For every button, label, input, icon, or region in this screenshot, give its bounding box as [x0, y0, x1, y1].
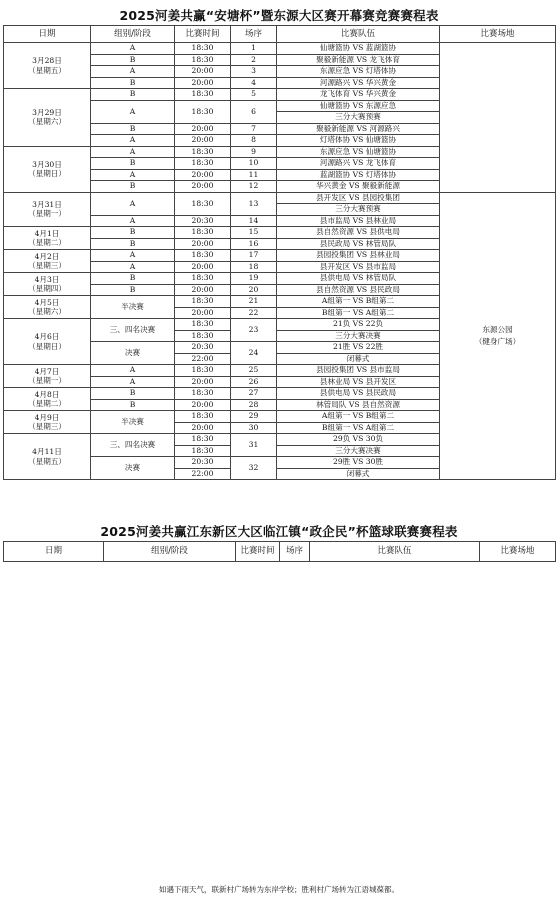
match-time: 20:00 — [175, 261, 231, 273]
group-label: B — [91, 238, 175, 250]
match-time: 20:30 — [175, 215, 231, 227]
group-label: A — [91, 43, 175, 55]
match-teams: 县供电局 VS 县民政局 — [277, 388, 440, 400]
match-teams: 华兴黄金 VS 聚毅新能源 — [277, 181, 440, 193]
stage-label: 半决赛 — [91, 411, 175, 434]
match-order: 30 — [231, 422, 277, 434]
match-teams: 县园投集团 VS 县林业局 — [277, 250, 440, 262]
match-teams: 县开发区 VS 县市监局 — [277, 261, 440, 273]
match-teams: 县园投集团 VS 县市监局 — [277, 365, 440, 377]
match-teams: A组第一 VS B组第二 — [277, 296, 440, 308]
group-label: B — [91, 388, 175, 400]
match-time: 18:30 — [175, 100, 231, 123]
match-order: 17 — [231, 250, 277, 262]
header-group: 组别/阶段 — [104, 542, 236, 562]
match-teams: 县民政局 VS 林管局队 — [277, 238, 440, 250]
match-time: 20:00 — [175, 422, 231, 434]
match-teams: 29负 VS 30负 — [277, 434, 440, 446]
match-time: 18:30 — [175, 388, 231, 400]
match-order: 26 — [231, 376, 277, 388]
match-order: 5 — [231, 89, 277, 101]
match-order: 9 — [231, 146, 277, 158]
match-date: 3月31日 （星期一） — [4, 192, 91, 227]
group-label: A — [91, 100, 175, 123]
rain-note: 如遇下雨天气，联新村广场转为东岸学校；胜利村广场转为江语城葆都。 — [159, 885, 399, 894]
match-teams: 林管局队 VS 县自然资源 — [277, 399, 440, 411]
venue-blank — [440, 43, 556, 193]
match-order: 14 — [231, 215, 277, 227]
header-time: 比赛时间 — [175, 26, 231, 43]
header-date: 日期 — [4, 26, 91, 43]
table1-body — [4, 43, 556, 480]
match-order: 8 — [231, 135, 277, 147]
match-teams: 三分大赛预赛 — [277, 204, 440, 216]
match-teams: 县市监局 VS 县林业局 — [277, 215, 440, 227]
match-time: 20:00 — [175, 284, 231, 296]
match-teams: 三分大赛决赛 — [277, 445, 440, 457]
match-date: 3月30日 （星期日） — [4, 146, 91, 192]
match-date: 4月9日 （星期三） — [4, 411, 91, 434]
table1-header-row — [4, 26, 556, 43]
match-teams: 县供电局 VS 林管局队 — [277, 273, 440, 285]
match-order: 25 — [231, 365, 277, 377]
match-time: 20:00 — [175, 135, 231, 147]
match-time: 20:00 — [175, 238, 231, 250]
match-order: 32 — [231, 457, 277, 480]
group-label: B — [91, 77, 175, 89]
match-time: 18:30 — [175, 158, 231, 170]
match-teams: 三分大赛预赛 — [277, 112, 440, 124]
match-time: 18:30 — [175, 296, 231, 308]
match-time: 20:00 — [175, 169, 231, 181]
match-order: 19 — [231, 273, 277, 285]
match-teams: 仙塘篮协 VS 东源应急 — [277, 100, 440, 112]
match-teams: 蓝湖篮协 VS 灯塔体协 — [277, 169, 440, 181]
match-time: 20:00 — [175, 376, 231, 388]
match-date: 3月29日 （星期六） — [4, 89, 91, 147]
header-group: 组别/阶段 — [91, 26, 175, 43]
match-teams: 县开发区 VS 县园投集团 — [277, 192, 440, 204]
match-teams: 21胜 VS 22胜 — [277, 342, 440, 354]
match-order: 1 — [231, 43, 277, 55]
match-order: 4 — [231, 77, 277, 89]
match-time: 18:30 — [175, 89, 231, 101]
group-label: B — [91, 54, 175, 66]
header-teams: 比赛队伍 — [277, 26, 440, 43]
schedule-row — [4, 43, 556, 55]
match-teams: 29胜 VS 30胜 — [277, 457, 440, 469]
match-date: 4月1日 （星期二） — [4, 227, 91, 250]
match-time: 20:00 — [175, 66, 231, 78]
match-teams: 闭幕式 — [277, 468, 440, 480]
group-label: A — [91, 250, 175, 262]
match-date: 4月3日 （星期四） — [4, 273, 91, 296]
match-order: 31 — [231, 434, 277, 457]
match-time: 20:00 — [175, 77, 231, 89]
match-time: 18:30 — [175, 434, 231, 446]
match-time: 20:00 — [175, 123, 231, 135]
match-date: 4月11日 （星期五） — [4, 434, 91, 480]
match-order: 23 — [231, 319, 277, 342]
match-time: 18:30 — [175, 411, 231, 423]
match-order: 2 — [231, 54, 277, 66]
match-teams: 仙塘篮协 VS 蓝湖篮协 — [277, 43, 440, 55]
match-order: 18 — [231, 261, 277, 273]
group-label: A — [91, 135, 175, 147]
match-time: 18:30 — [175, 192, 231, 215]
match-date: 4月2日 （星期三） — [4, 250, 91, 273]
header-time: 比赛时间 — [236, 542, 280, 562]
group-label: B — [91, 89, 175, 101]
match-teams: 县自然资源 VS 县供电局 — [277, 227, 440, 239]
match-order: 28 — [231, 399, 277, 411]
table2-header-row — [4, 542, 556, 562]
stage-label: 决赛 — [91, 342, 175, 365]
match-date: 3月28日 （星期五） — [4, 43, 91, 89]
match-teams: 聚毅新能源 VS 河源路兴 — [277, 123, 440, 135]
table2-schedule — [3, 541, 556, 562]
match-time: 18:30 — [175, 227, 231, 239]
stage-label: 半决赛 — [91, 296, 175, 319]
table1-title: 2025河姜共赢“安塘杯”暨东源大区赛开幕赛竞赛赛程表 — [119, 8, 439, 23]
match-time: 20:00 — [175, 399, 231, 411]
group-label: A — [91, 261, 175, 273]
header-venue: 比赛场地 — [480, 542, 556, 562]
stage-label: 三、四名决赛 — [91, 319, 175, 342]
match-time: 20:30 — [175, 342, 231, 354]
match-teams: 河源路兴 VS 华兴黄金 — [277, 77, 440, 89]
match-order: 11 — [231, 169, 277, 181]
match-time: 20:30 — [175, 457, 231, 469]
match-teams: 三分大赛决赛 — [277, 330, 440, 342]
match-order: 16 — [231, 238, 277, 250]
match-order: 21 — [231, 296, 277, 308]
match-date: 4月7日 （星期一） — [4, 365, 91, 388]
match-date: 4月6日 （星期日） — [4, 319, 91, 365]
match-teams: 河源路兴 VS 龙飞体育 — [277, 158, 440, 170]
group-label: B — [91, 181, 175, 193]
match-teams: 东源应急 VS 仙塘篮协 — [277, 146, 440, 158]
stage-label: 三、四名决赛 — [91, 434, 175, 457]
match-time: 20:00 — [175, 181, 231, 193]
match-order: 10 — [231, 158, 277, 170]
match-time: 18:30 — [175, 54, 231, 66]
header-order: 场序 — [231, 26, 277, 43]
match-date: 4月8日 （星期二） — [4, 388, 91, 411]
group-label: B — [91, 123, 175, 135]
match-teams: 闭幕式 — [277, 353, 440, 365]
schedule-row — [4, 192, 556, 204]
match-teams: B组第一 VS A组第二 — [277, 422, 440, 434]
match-time: 18:30 — [175, 319, 231, 331]
match-time: 18:30 — [175, 146, 231, 158]
group-label: B — [91, 227, 175, 239]
match-time: 18:30 — [175, 43, 231, 55]
header-venue: 比赛场地 — [440, 26, 556, 43]
group-label: A — [91, 365, 175, 377]
table2-title: 2025河姜共赢江东新区大区临江镇“政企民”杯篮球联赛赛程表 — [100, 524, 458, 539]
group-label: B — [91, 284, 175, 296]
match-time: 18:30 — [175, 365, 231, 377]
match-time: 22:00 — [175, 468, 231, 480]
group-label: A — [91, 376, 175, 388]
header-date: 日期 — [4, 542, 104, 562]
group-label: B — [91, 273, 175, 285]
match-teams: 聚毅新能源 VS 龙飞体育 — [277, 54, 440, 66]
match-order: 15 — [231, 227, 277, 239]
match-order: 3 — [231, 66, 277, 78]
match-order: 29 — [231, 411, 277, 423]
match-teams: 县自然资源 VS 县民政局 — [277, 284, 440, 296]
match-teams: 21负 VS 22负 — [277, 319, 440, 331]
group-label: B — [91, 158, 175, 170]
header-teams: 比赛队伍 — [310, 542, 480, 562]
match-time: 18:30 — [175, 250, 231, 262]
match-teams: 灯塔体协 VS 仙塘篮协 — [277, 135, 440, 147]
header-order: 场序 — [280, 542, 310, 562]
match-order: 27 — [231, 388, 277, 400]
group-label: A — [91, 169, 175, 181]
match-date: 4月5日 （星期六） — [4, 296, 91, 319]
match-order: 24 — [231, 342, 277, 365]
group-label: A — [91, 215, 175, 227]
match-teams: 县林业局 VS 县开发区 — [277, 376, 440, 388]
match-order: 7 — [231, 123, 277, 135]
match-time: 18:30 — [175, 330, 231, 342]
match-order: 6 — [231, 100, 277, 123]
group-label: A — [91, 192, 175, 215]
match-teams: 龙飞体育 VS 华兴黄金 — [277, 89, 440, 101]
match-time: 20:00 — [175, 307, 231, 319]
match-time: 18:30 — [175, 445, 231, 457]
group-label: B — [91, 399, 175, 411]
match-order: 12 — [231, 181, 277, 193]
match-teams: 东源应急 VS 灯塔体协 — [277, 66, 440, 78]
group-label: A — [91, 146, 175, 158]
match-order: 22 — [231, 307, 277, 319]
match-order: 13 — [231, 192, 277, 215]
venue-name: 东源公园 （健身广场） — [440, 192, 556, 480]
group-label: A — [91, 66, 175, 78]
match-teams: A组第一 VS B组第二 — [277, 411, 440, 423]
stage-label: 决赛 — [91, 457, 175, 480]
match-order: 20 — [231, 284, 277, 296]
match-teams: B组第一 VS A组第二 — [277, 307, 440, 319]
table1-schedule — [3, 25, 556, 480]
match-time: 22:00 — [175, 353, 231, 365]
match-time: 18:30 — [175, 273, 231, 285]
